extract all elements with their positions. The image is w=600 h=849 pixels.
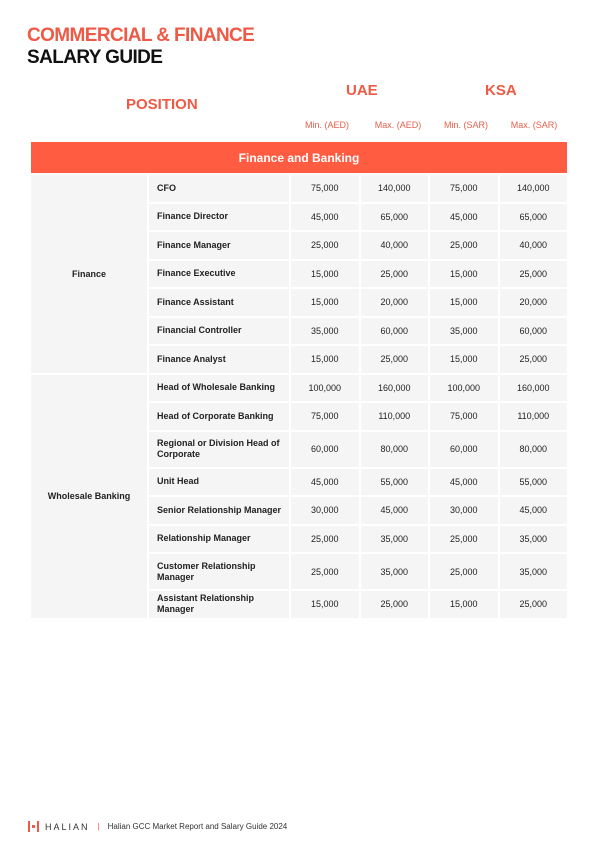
footer-text: Halian GCC Market Report and Salary Guide 2024 [107, 822, 288, 831]
salary-cell: 35,000 [361, 554, 429, 589]
salary-cell: 25,000 [361, 346, 429, 373]
position-cell: Relationship Manager [149, 526, 289, 553]
salary-cell: 30,000 [291, 497, 359, 524]
salary-cell: 75,000 [430, 403, 498, 430]
min-aed-header: Min. (AED) [304, 120, 349, 130]
position-cell: Finance Director [149, 204, 289, 231]
salary-cell: 60,000 [430, 432, 498, 467]
salary-cell: 20,000 [361, 289, 429, 316]
salary-cell: 15,000 [430, 591, 498, 618]
salary-cell: 25,000 [430, 526, 498, 553]
salary-cell: 40,000 [361, 232, 429, 259]
salary-cell: 25,000 [500, 261, 568, 288]
table-row [31, 175, 567, 202]
salary-cell: 25,000 [430, 232, 498, 259]
position-cell: Finance Assistant [149, 289, 289, 316]
salary-cell: 20,000 [500, 289, 568, 316]
salary-cell: 100,000 [430, 375, 498, 402]
category-cell: Wholesale Banking [31, 375, 147, 618]
position-cell: Unit Head [149, 469, 289, 496]
salary-table [29, 173, 569, 620]
salary-cell: 75,000 [291, 175, 359, 202]
salary-cell: 15,000 [291, 346, 359, 373]
position-cell: CFO [149, 175, 289, 202]
salary-cell: 55,000 [361, 469, 429, 496]
position-cell: Finance Executive [149, 261, 289, 288]
salary-cell: 45,000 [291, 204, 359, 231]
position-cell: Regional or Division Head of Corporate [149, 432, 289, 467]
position-cell: Finance Analyst [149, 346, 289, 373]
position-cell: Senior Relationship Manager [149, 497, 289, 524]
footer-brand: HALIAN [45, 821, 90, 832]
salary-cell: 80,000 [500, 432, 568, 467]
salary-cell: 15,000 [291, 591, 359, 618]
salary-cell: 25,000 [361, 591, 429, 618]
max-sar-header: Max. (SAR) [510, 120, 558, 130]
salary-cell: 25,000 [361, 261, 429, 288]
salary-cell: 15,000 [291, 261, 359, 288]
salary-cell: 60,000 [291, 432, 359, 467]
position-header: POSITION [126, 96, 198, 113]
position-cell: Head of Corporate Banking [149, 403, 289, 430]
salary-cell: 140,000 [500, 175, 568, 202]
footer-separator: | [97, 822, 100, 831]
page-title: COMMERCIAL & FINANCE [27, 25, 255, 46]
salary-cell: 15,000 [430, 261, 498, 288]
salary-cell: 100,000 [291, 375, 359, 402]
max-aed-header: Max. (AED) [374, 120, 422, 130]
category-cell: Finance [31, 175, 147, 373]
salary-cell: 15,000 [430, 289, 498, 316]
page-subtitle: SALARY GUIDE [27, 47, 163, 68]
salary-cell: 35,000 [361, 526, 429, 553]
position-cell: Head of Wholesale Banking [149, 375, 289, 402]
uae-header: UAE [346, 82, 378, 99]
salary-cell: 40,000 [500, 232, 568, 259]
salary-cell: 35,000 [500, 526, 568, 553]
ksa-header: KSA [485, 82, 517, 99]
salary-cell: 25,000 [430, 554, 498, 589]
table-row [31, 375, 567, 402]
salary-cell: 65,000 [500, 204, 568, 231]
salary-cell: 45,000 [500, 497, 568, 524]
salary-cell: 15,000 [430, 346, 498, 373]
position-cell: Financial Controller [149, 318, 289, 345]
salary-cell: 110,000 [361, 403, 429, 430]
salary-cell: 140,000 [361, 175, 429, 202]
salary-cell: 75,000 [291, 403, 359, 430]
salary-cell: 55,000 [500, 469, 568, 496]
salary-cell: 25,000 [291, 554, 359, 589]
salary-cell: 35,000 [430, 318, 498, 345]
salary-cell: 160,000 [361, 375, 429, 402]
salary-cell: 30,000 [430, 497, 498, 524]
salary-cell: 25,000 [500, 591, 568, 618]
position-cell: Customer Relationship Manager [149, 554, 289, 589]
salary-cell: 75,000 [430, 175, 498, 202]
salary-cell: 160,000 [500, 375, 568, 402]
salary-cell: 35,000 [291, 318, 359, 345]
salary-cell: 65,000 [361, 204, 429, 231]
min-sar-header: Min. (SAR) [443, 120, 488, 130]
position-cell: Finance Manager [149, 232, 289, 259]
salary-cell: 45,000 [291, 469, 359, 496]
salary-cell: 25,000 [291, 232, 359, 259]
position-cell: Assistant Relationship Manager [149, 591, 289, 618]
salary-cell: 15,000 [291, 289, 359, 316]
salary-cell: 25,000 [291, 526, 359, 553]
halian-logo-icon [28, 821, 39, 832]
salary-cell: 25,000 [500, 346, 568, 373]
footer [28, 821, 287, 832]
salary-cell: 80,000 [361, 432, 429, 467]
salary-cell: 110,000 [500, 403, 568, 430]
salary-cell: 60,000 [500, 318, 568, 345]
salary-cell: 35,000 [500, 554, 568, 589]
salary-cell: 45,000 [361, 497, 429, 524]
salary-cell: 60,000 [361, 318, 429, 345]
section-header: Finance and Banking [31, 142, 567, 173]
salary-cell: 45,000 [430, 204, 498, 231]
salary-cell: 45,000 [430, 469, 498, 496]
